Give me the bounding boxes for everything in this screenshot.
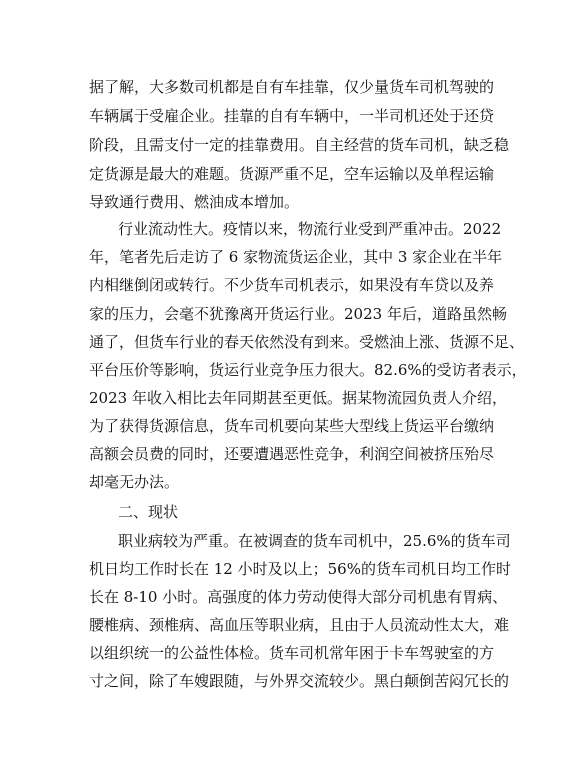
text-line bbox=[0, 641, 586, 665]
line-text: 内相继倒闭或转行。不少货车司机表示，如果没有车贷以及养 bbox=[89, 276, 495, 294]
text-line bbox=[0, 330, 586, 354]
text-line bbox=[0, 245, 586, 269]
text-line bbox=[0, 414, 586, 438]
text-line bbox=[0, 302, 586, 326]
line-text: 平台压价等影响，货运行业竞争压力很大。82.6%的受访者表示， bbox=[89, 361, 527, 379]
line-text: 寸之间，除了车嫂跟随，与外界交流较少。黑白颠倒苦闷冗长的 bbox=[89, 672, 510, 690]
line-text: 通了，但货车行业的春天依然没有到来。受燃油上涨、货源不足、 bbox=[89, 333, 525, 351]
text-line bbox=[0, 358, 586, 382]
line-text: 为了获得货源信息，货车司机要向某些大型线上货运平台缴纳 bbox=[89, 417, 495, 435]
text-line bbox=[0, 217, 586, 241]
line-text: 定货源是最大的难题。货源严重不足，空车运输以及单程运输 bbox=[89, 165, 495, 183]
text-line bbox=[0, 104, 586, 128]
line-text: 以组织统一的公益性体检。货车司机常年困于卡车驾驶室的方 bbox=[89, 644, 495, 662]
line-text: 车辆属于受雇企业。挂靠的自有车辆中，一半司机还处于还贷 bbox=[89, 107, 495, 125]
text-line bbox=[0, 613, 586, 637]
text-line bbox=[0, 75, 586, 99]
section-heading bbox=[0, 500, 586, 524]
text-line bbox=[0, 585, 586, 609]
line-text: 年，笔者先后走访了 6 家物流货运企业，其中 3 家企业在半年 bbox=[89, 248, 503, 266]
text-line bbox=[0, 162, 586, 186]
text-line bbox=[0, 470, 586, 494]
text-line bbox=[0, 442, 586, 466]
line-text: 家的压力，会毫不犹豫离开货运行业。2023 年后，道路虽然畅 bbox=[89, 305, 507, 323]
text-line bbox=[0, 133, 586, 157]
text-line bbox=[0, 273, 586, 297]
line-text: 阶段，且需支付一定的挂靠费用。自主经营的货车司机，缺乏稳 bbox=[89, 136, 510, 154]
line-text: 据了解，大多数司机都是自有车挂靠，仅少量货车司机驾驶的 bbox=[89, 78, 495, 96]
line-text: 导致通行费用、燃油成本增加。 bbox=[89, 193, 300, 211]
text-line bbox=[0, 669, 586, 693]
line-text: 长在 8-10 小时。高强度的体力劳动使得大部分司机患有胃病、 bbox=[89, 588, 508, 606]
text-line bbox=[0, 386, 586, 410]
line-text: 行业流动性大。疫情以来，物流行业受到严重冲击。2022 bbox=[118, 220, 502, 238]
line-text: 机日均工作时长在 12 小时及以上；56%的货车司机日均工作时 bbox=[89, 560, 511, 578]
line-text: 腰椎病、颈椎病、高血压等职业病，且由于人员流动性太大，难 bbox=[89, 616, 510, 634]
line-text: 高额会员费的同时，还要遭遇恶性竞争，利润空间被挤压殆尽 bbox=[89, 445, 495, 463]
line-text: 却毫无办法。 bbox=[89, 473, 180, 491]
line-text: 2023 年收入相比去年同期甚至更低。据某物流园负责人介绍， bbox=[89, 389, 507, 407]
text-line bbox=[0, 529, 586, 553]
text-line bbox=[0, 557, 586, 581]
text-line bbox=[0, 190, 586, 214]
line-text: 职业病较为严重。在被调查的货车司机中，25.6%的货车司 bbox=[118, 532, 511, 550]
section-heading-text: 二、现状 bbox=[118, 503, 179, 521]
